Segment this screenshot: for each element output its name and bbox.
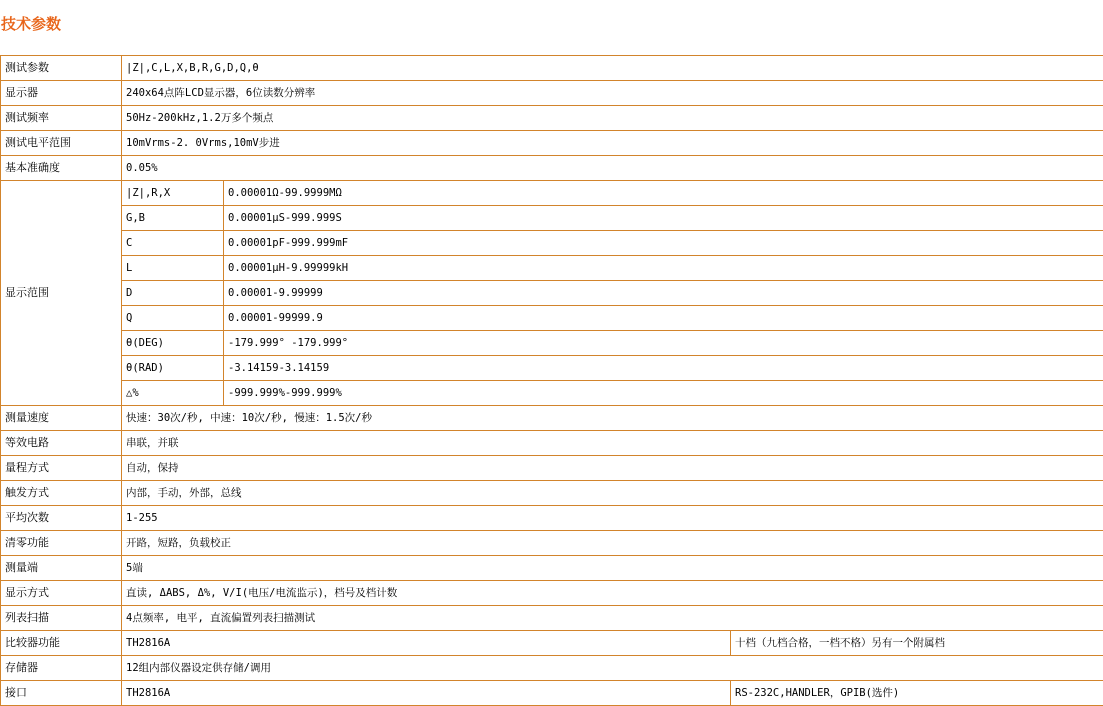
table-row	[1, 81, 1103, 106]
row-value: 自动，保持	[122, 456, 1103, 481]
row-value: 1-255	[122, 506, 1103, 531]
row-label: 列表扫描	[1, 606, 122, 631]
range-value: -3.14159-3.14159	[224, 356, 1103, 381]
row-label: 清零功能	[1, 531, 122, 556]
table-row	[1, 256, 1103, 281]
range-param: L	[122, 256, 224, 281]
table-row	[1, 131, 1103, 156]
table-row	[1, 606, 1103, 631]
table-row	[1, 431, 1103, 456]
row-label: 测量端	[1, 556, 122, 581]
row-label: 触发方式	[1, 481, 122, 506]
range-value: 0.00001-99999.9	[224, 306, 1103, 331]
table-row	[1, 281, 1103, 306]
row-label: 显示方式	[1, 581, 122, 606]
table-row	[1, 556, 1103, 581]
row-value: 快速：30次/秒, 中速：10次/秒, 慢速：1.5次/秒	[122, 406, 1103, 431]
row-label: 测量速度	[1, 406, 122, 431]
range-param: △%	[122, 381, 224, 406]
row-value: 4点频率, 电平, 直流偏置列表扫描测试	[122, 606, 1103, 631]
table-row	[1, 631, 1103, 656]
row-value: |Z|,C,L,X,B,R,G,D,Q,θ	[122, 56, 1103, 81]
interface-value: RS-232C,HANDLER，GPIB(选件)	[731, 681, 1103, 706]
range-value: 0.00001μH-9.99999kH	[224, 256, 1103, 281]
range-value: -999.999%-999.999%	[224, 381, 1103, 406]
row-value: 开路，短路，负载校正	[122, 531, 1103, 556]
table-row	[1, 681, 1103, 706]
table-row	[1, 531, 1103, 556]
interface-model: TH2816A	[122, 681, 731, 706]
table-row	[1, 181, 1103, 206]
row-label: 平均次数	[1, 506, 122, 531]
table-row	[1, 306, 1103, 331]
range-param: G,B	[122, 206, 224, 231]
row-label: 量程方式	[1, 456, 122, 481]
row-value: 内部，手动，外部，总线	[122, 481, 1103, 506]
range-value: -179.999° -179.999°	[224, 331, 1103, 356]
row-value: 串联，并联	[122, 431, 1103, 456]
row-value: 直读, ΔABS, Δ%, V/I(电压/电流监示)，档号及档计数	[122, 581, 1103, 606]
range-value: 0.00001-9.99999	[224, 281, 1103, 306]
table-row	[1, 56, 1103, 81]
table-row	[1, 506, 1103, 531]
table-row	[1, 106, 1103, 131]
row-value: 50Hz-200kHz,1.2万多个频点	[122, 106, 1103, 131]
row-label: 比较器功能	[1, 631, 122, 656]
range-value: 0.00001pF-999.999mF	[224, 231, 1103, 256]
table-row	[1, 381, 1103, 406]
table-row	[1, 331, 1103, 356]
row-value: 12组内部仪器设定供存储/调用	[122, 656, 1103, 681]
table-row	[1, 156, 1103, 181]
row-label: 显示器	[1, 81, 122, 106]
row-value: 10mVrms-2. 0Vrms,10mV步进	[122, 131, 1103, 156]
table-row	[1, 481, 1103, 506]
range-param: |Z|,R,X	[122, 181, 224, 206]
range-param: D	[122, 281, 224, 306]
table-row	[1, 406, 1103, 431]
row-label: 接口	[1, 681, 122, 706]
spec-table	[0, 55, 1103, 706]
comparator-model: TH2816A	[122, 631, 731, 656]
table-row	[1, 656, 1103, 681]
row-label: 存储器	[1, 656, 122, 681]
range-param: θ(DEG)	[122, 331, 224, 356]
row-label: 测试频率	[1, 106, 122, 131]
display-range-label: 显示范围	[1, 181, 122, 406]
row-value: 5端	[122, 556, 1103, 581]
table-row	[1, 581, 1103, 606]
range-param: C	[122, 231, 224, 256]
row-label: 等效电路	[1, 431, 122, 456]
comparator-value: 十档（九档合格，一档不格）另有一个附属档	[731, 631, 1103, 656]
table-row	[1, 231, 1103, 256]
table-row	[1, 356, 1103, 381]
row-label: 测试参数	[1, 56, 122, 81]
row-label: 测试电平范围	[1, 131, 122, 156]
range-value: 0.00001Ω-99.9999MΩ	[224, 181, 1103, 206]
range-param: Q	[122, 306, 224, 331]
row-label: 基本准确度	[1, 156, 122, 181]
range-value: 0.00001μS-999.999S	[224, 206, 1103, 231]
section-title: 技术参数	[1, 12, 61, 36]
table-row	[1, 456, 1103, 481]
row-value: 0.05%	[122, 156, 1103, 181]
table-row	[1, 206, 1103, 231]
range-param: θ(RAD)	[122, 356, 224, 381]
row-value: 240x64点阵LCD显示器，6位读数分辨率	[122, 81, 1103, 106]
